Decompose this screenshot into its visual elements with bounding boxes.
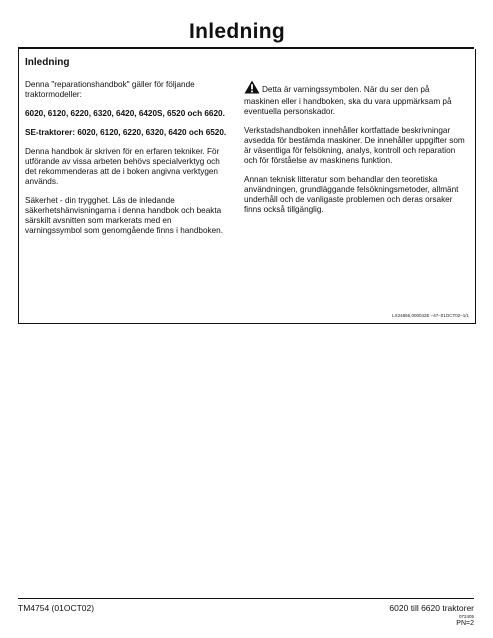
footer-code: 072405 [458,614,474,619]
audience-paragraph: Denna handbok är skriven för en erfaren tekniker. För utförande av vissa arbeten behövs specialverktyg och det rekommenderas att de i boken angivna verktygen används. [25,147,220,186]
reference-code: LX24866,000042E –47–01OCT02–1/1 [392,313,469,318]
right-column [244,80,466,224]
warning-text: Detta är varningssymbolen. När du ser den på maskinen eller i handboken, ska du vara uppmärksam på eventuella personskador. [244,85,452,116]
literature-paragraph: Annan teknisk litteratur som behandlar den teoretiska användningen, grundläggande felsökningsmetoder, allmänt underhåll och de vanligaste problemen och deras orsaker finns också tillgänglig. [244,175,459,214]
warning-triangle-icon [244,80,260,97]
left-column [25,80,230,245]
section-heading: Inledning [25,57,70,68]
footer-divider [18,598,474,599]
model-list: 6020, 6120, 6220, 6320, 6420, 6420S, 6520 och 6620. [25,109,225,118]
page-number: PN=2 [456,620,474,627]
intro-paragraph: Denna "reparationshandbok" gäller för följande traktormodeller: [25,80,195,99]
se-model-list: SE-traktorer: 6020, 6120, 6220, 6320, 6420 och 6520. [25,128,227,137]
manual-id: TM4754 (01OCT02) [18,603,95,613]
model-range: 6020 till 6620 traktorer [389,603,474,613]
page-title: Inledning [189,20,286,43]
warning-paragraph [244,80,466,117]
manual-description-paragraph: Verkstadshandboken innehåller kortfattade beskrivningar avsedda för bestämda maskiner. De innehåller uppgifter som är väsentliga för felsökning, analys, kontroll och reparation och för förståelse av maskinens funktion. [244,126,465,165]
safety-paragraph: Säkerhet - din trygghet. Läs de inledande säkerhetshänvisningarna i denna handbok och beakta särskilt avsnitten som markerats med en varningssymbol som genomgående finns i handboken. [25,196,223,235]
